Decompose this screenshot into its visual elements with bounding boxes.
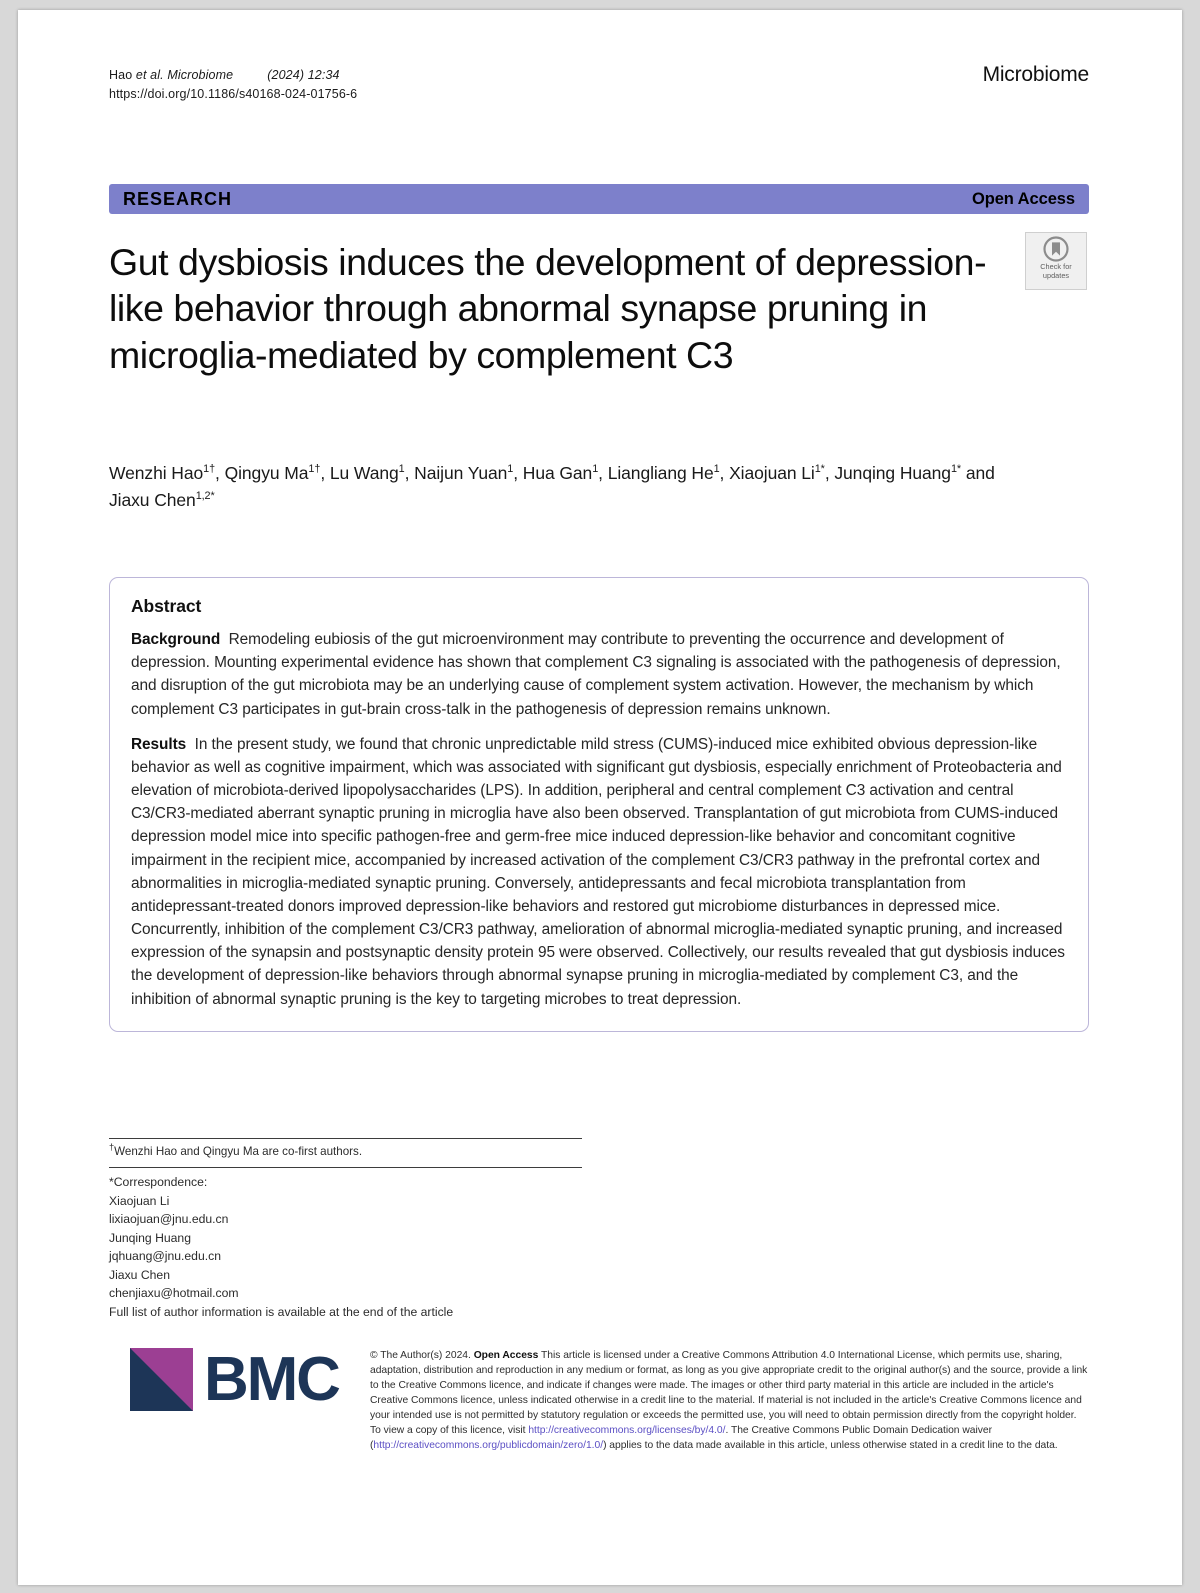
running-head: [109, 63, 1089, 105]
license-statement: [370, 1348, 1088, 1454]
author-list: Wenzhi Hao$^{1\dagger}$, Qingyu $Ma^{1\dagger}$, Lu Wang$^1$, Naijun Yuan$^1$, Hua Gan$^1$, Liangliang He$^1$, Xiaojuan $Li^{1*}$, Junqing Huang$^{1*}$ and Jiaxu Chen$^{1,2*}$: [109, 463, 995, 511]
corresponding-email-2[interactable]: jqhuang@jnu.edu.cn: [109, 1249, 221, 1264]
paper-page: [18, 10, 1182, 1585]
bmc-mark-icon: [130, 1348, 193, 1411]
corresponding-author-1: Xiaojuan Li: [109, 1193, 170, 1208]
abstract-heading: Abstract: [131, 596, 202, 616]
citation-author: Hao: [109, 68, 136, 82]
abstract-section-background: [131, 628, 1067, 721]
bookmark-circle-icon: [1043, 236, 1069, 262]
footnote-divider-top: [109, 1138, 582, 1139]
citation-block: [109, 66, 357, 105]
correspondence-block: [109, 1173, 629, 1321]
footnote-divider-mid: [109, 1167, 582, 1168]
full-author-info-note: Full list of author information is available at the end of the article: [109, 1304, 454, 1319]
corresponding-email-1[interactable]: lixiaojuan@jnu.edu.cn: [109, 1212, 229, 1227]
citation-journal: et al. Microbiome: [135, 68, 234, 82]
article-title: Gut dysbiosis induces the development of depression-like behavior through abnormal synapse pruning in microglia-mediated by complement C3: [109, 241, 987, 376]
corresponding-author-3: Jiaxu Chen: [109, 1267, 170, 1282]
bmc-wordmark: BMC: [204, 1344, 339, 1414]
license-link-cc-zero[interactable]: http://creativecommons.org/publicdomain/zero/1.0/: [373, 1440, 604, 1452]
correspondence-label: *Correspondence:: [109, 1175, 208, 1189]
co-first-authors-note: [109, 1143, 629, 1160]
check-for-updates-badge[interactable]: [1025, 232, 1087, 290]
abstract-label-background: Background: [131, 631, 221, 648]
abstract-label-results: Results: [131, 735, 187, 753]
updates-badge-text: [1040, 263, 1072, 281]
co-first-marker: †: [109, 1142, 115, 1153]
doi-link[interactable]: https://doi.org/10.1186/s40168-024-01756-6: [109, 87, 358, 102]
license-copyright: © The Author(s) 2024.: [370, 1350, 474, 1361]
abstract-container: [109, 577, 1089, 1032]
article-type-banner: [109, 184, 1089, 214]
license-body-1: This article is licensed under a Creative Commons Attribution 4.0 International License, which permits use, sharing, adaptation, distribution and reproduction in any medium or format, as long as you give appropriate credit to the original author(s) and the source, provide a link to the Creative Commons licence, and indicate if changes were made. The images or other third party material in this article are included in the article's Creative Commons licence, unless indicated otherwise in a credit line to the material. If material is not included in the article's Creative Commons licence and your intended use is not permitted by statutory regulation or exceeds the permitted use, you will need to obtain permission directly from the copyright holder. To view a copy of this licence, visit: [370, 1350, 1088, 1437]
updates-line-2: updates: [1042, 270, 1070, 280]
license-body-2: . The Creative Commons Public Domain Dedication waiver (: [370, 1425, 992, 1452]
license-open-access: Open Access: [473, 1350, 539, 1361]
journal-title: Microbiome: [982, 63, 1089, 86]
co-first-text: Wenzhi Hao and Qingyu Ma are co-first authors.: [114, 1145, 363, 1158]
abstract-text-background: Remodeling eubiosis of the gut microenvironment may contribute to preventing the occurrence and development of depression. Mounting experimental evidence has shown that complement C3 signaling is associated with the pathogenesis of depression, and disruption of the gut microbiota may be an underlying cause of complement system activation. However, the mechanism by which complement C3 participates in gut-brain cross-talk in the pathogenesis of depression remains unknown.: [131, 631, 1061, 718]
license-link-cc-by[interactable]: http://creativecommons.org/licenses/by/4.0/: [528, 1425, 726, 1437]
open-access-label: Open Access: [971, 189, 1075, 208]
abstract-section-results: [131, 733, 1067, 1011]
corresponding-author-2: Junqing Huang: [109, 1230, 191, 1245]
article-type-label: RESEARCH: [123, 188, 232, 209]
corresponding-email-3[interactable]: chenjiaxu@hotmail.com: [109, 1286, 239, 1301]
license-body-3: ) applies to the data made available in this article, unless otherwise stated in a credit line to the data.: [603, 1440, 1058, 1452]
updates-line-1: Check for: [1040, 262, 1072, 271]
abstract-text-results: In the present study, we found that chronic unpredictable mild stress (CUMS)-induced mice exhibited obvious depression-like behavior as well as cognitive impairment, which was associated with significant gut dysbiosis, especially enrichment of Proteobacteria and elevation of microbiota-derived lipopolysaccharides (LPS). In addition, peripheral and central complement C3 activation and central C3/CR3-mediated aberrant synaptic pruning in microglia have also been observed. Transplantation of gut microbiota from CUMS-induced depression model mice into specific pathogen-free and germ-free mice induced depression-like behavior and concomitant cognitive impairment in the recipient mice, accompanied by increased activation of the complement C3/CR3 pathway in the prefrontal cortex and abnormalities in microglia-mediated synaptic pruning. Conversely, antidepressants and fecal microbiota transplantation from antidepressant-treated donors improved depression-like behaviors and restored gut microbiome disturbances in depressed mice. Concurrently, inhibition of the complement C3/CR3 pathway, amelioration of abnormal microglia-mediated synaptic pruning, and increased expression of the synapsin and postsynaptic density protein 95 were observed. Collectively, our results revealed that gut dysbiosis induces the development of depression-like behaviors through abnormal synapse pruning in microglia-mediated by complement C3, and the inhibition of abnormal synaptic pruning is the key to targeting microbes to treat depression.: [131, 735, 1065, 1008]
citation-volume: (2024) 12:34: [267, 68, 340, 82]
bmc-logo: [130, 1344, 339, 1414]
